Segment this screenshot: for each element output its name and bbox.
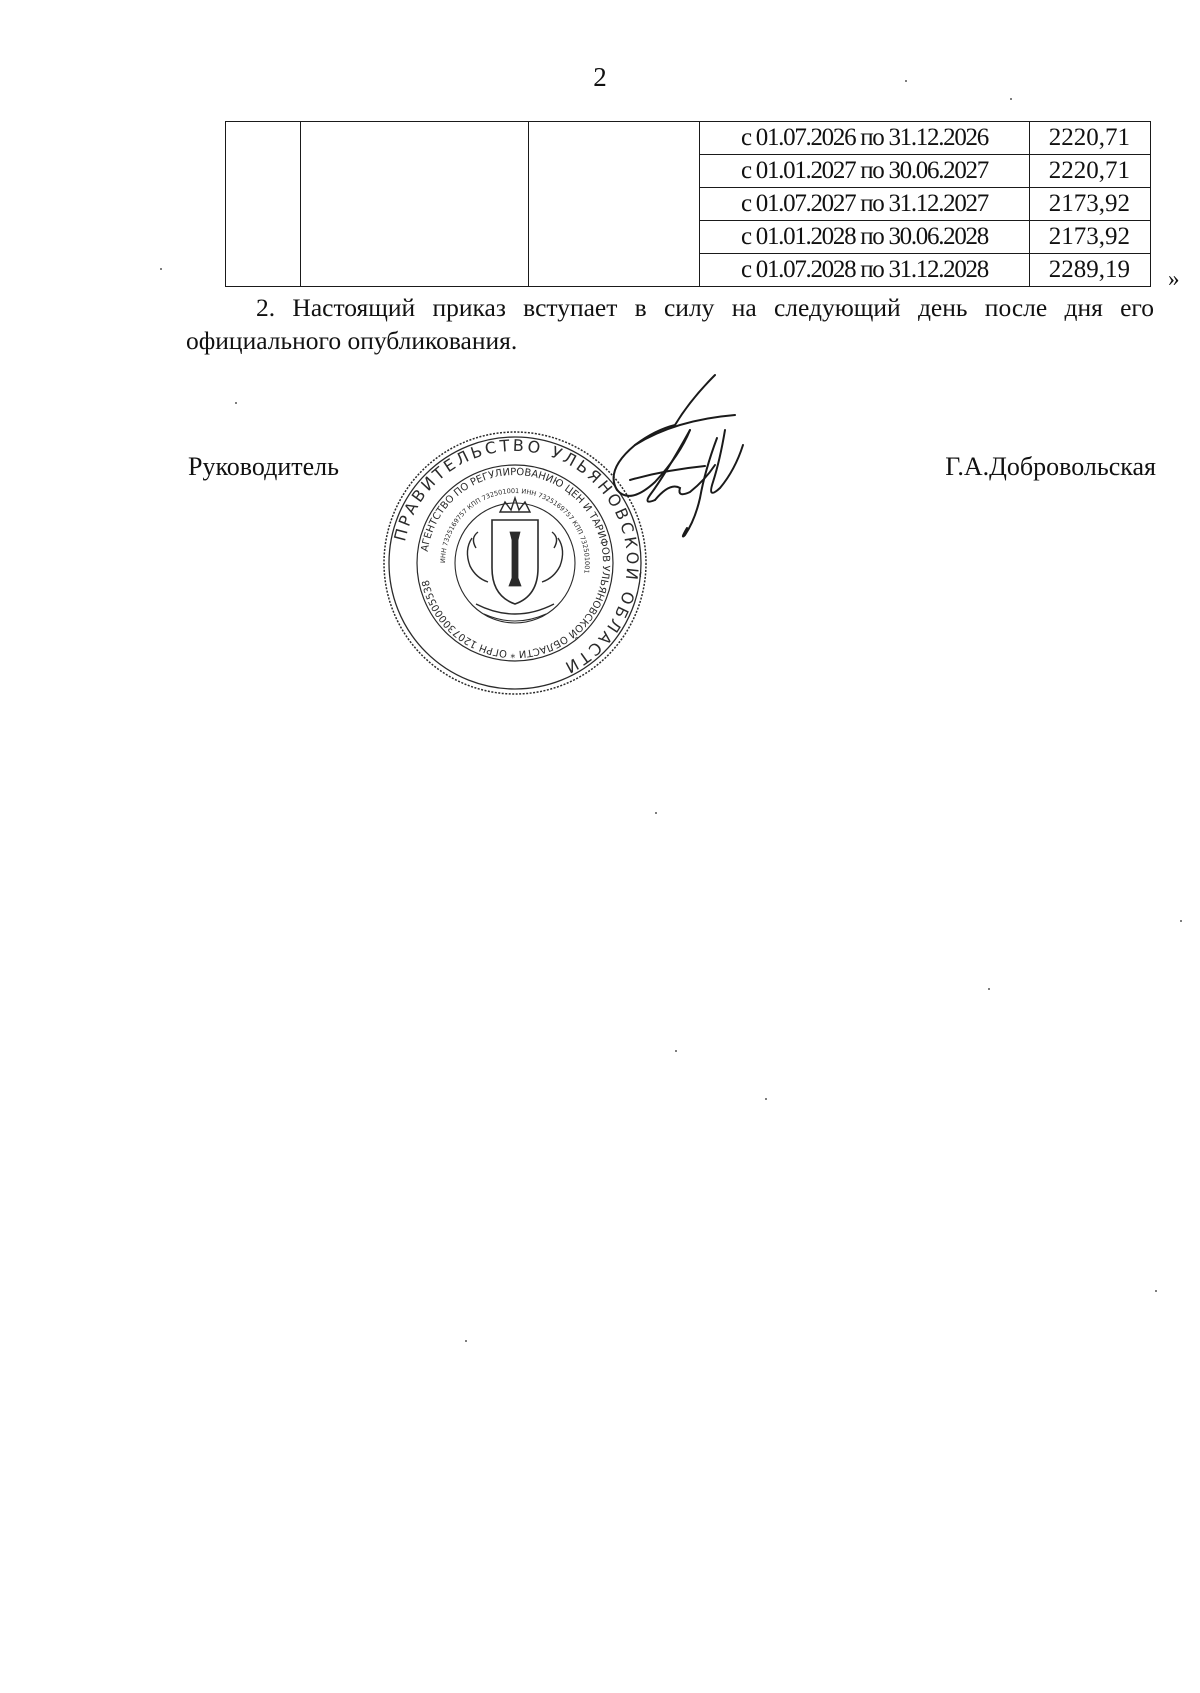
svg-text:АГЕНТСТВО ПО РЕГУЛИРОВАНИЮ ЦЕН: АГЕНТСТВО ПО РЕГУЛИРОВАНИЮ ЦЕН И ТАРИФОВ УЛЬЯНОВСКОЙ ОБЛАСТИ * ОГРН 1207300005538: [419, 466, 612, 660]
scan-speck: [1180, 920, 1182, 922]
empty-cell: [529, 122, 700, 287]
period-cell: с 01.07.2027 по 31.12.2027: [700, 188, 1030, 221]
value-cell: 2173,92: [1030, 188, 1151, 221]
scan-speck: [1010, 98, 1012, 100]
period-cell: с 01.01.2027 по 30.06.2027: [700, 155, 1030, 188]
period-cell: с 01.07.2026 по 31.12.2026: [700, 122, 1030, 155]
period-cell: с 01.07.2028 по 31.12.2028: [700, 254, 1030, 287]
empty-cell: [226, 122, 301, 287]
table-row: [226, 122, 1151, 155]
scan-speck: [235, 402, 237, 404]
value-cell: 2289,19: [1030, 254, 1151, 287]
tariff-table: [225, 121, 1151, 287]
svg-text:ИНН 7325169757 КПП 732501001 И: ИНН 7325169757 КПП 732501001 ИНН 7325169757 КПП 732501001: [438, 486, 592, 575]
svg-text:ПРАВИТЕЛЬСТВО УЛЬЯНОВСКОЙ ОБЛА: ПРАВИТЕЛЬСТВО УЛЬЯНОВСКОЙ ОБЛАСТИ: [390, 435, 643, 679]
scan-speck: [905, 80, 907, 82]
closing-quote: »: [1168, 266, 1180, 291]
value-cell: 2220,71: [1030, 122, 1151, 155]
scan-speck: [655, 812, 657, 814]
page-number: 2: [593, 62, 607, 92]
signer-name: Г.А.Добровольская: [945, 452, 1156, 481]
handwritten-signature: [595, 370, 785, 555]
signer-role: Руководитель: [188, 452, 339, 481]
scan-speck: [160, 268, 162, 270]
value-cell: 2173,92: [1030, 221, 1151, 254]
scan-speck: [1155, 1290, 1157, 1292]
scan-speck: [988, 988, 990, 990]
scan-speck: [765, 1098, 767, 1100]
value-cell: 2220,71: [1030, 155, 1151, 188]
scan-speck: [465, 1340, 467, 1342]
period-cell: с 01.01.2028 по 30.06.2028: [700, 221, 1030, 254]
scan-speck: [675, 1050, 677, 1052]
paragraph-effective-date: 2. Настоящий приказ вступает в силу на следующий день после дня его официального опубликования.: [186, 293, 1154, 355]
empty-cell: [301, 122, 529, 287]
